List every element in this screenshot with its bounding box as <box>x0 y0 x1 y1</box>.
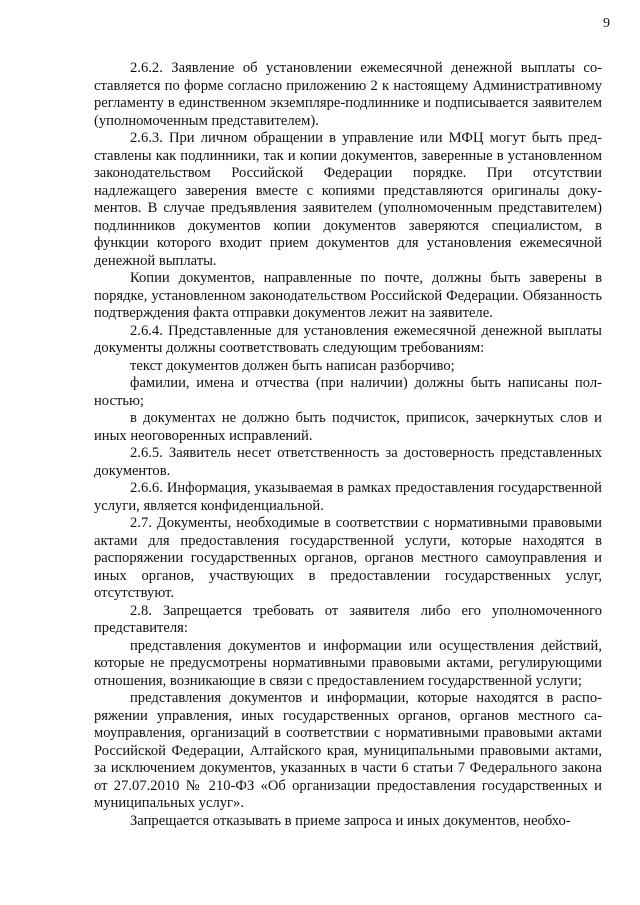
requirement-legible-text: текст документов должен быть написан разборчиво; <box>130 357 455 374</box>
paragraph-refusal-prohibited: Запрещается отказывать в приеме запроса и иных документов, необхо- <box>130 812 571 829</box>
prohibition-unregulated-actions: представления документов и информации или осуществления действий, которые не предусмотрены нормативными правовыми актами, регулирующими отношения, возникающие в связи с предоставлением государственной услуги; <box>94 637 602 689</box>
prohibition-available-documents: представления документов и информации, которые находятся в распоряжении управления, иных государственных органов, органов местного самоуправления, организаций в соответствии с нормативными правовыми актами Российской Федерации, Алтайского края, муниципальными правовыми актами, за исключением документов, указанных в части 6 статьи 7 Федерального закона от 27.07.2010 № 210-ФЗ «Об организации предоставления государственных и муниципальных услуг». <box>94 690 602 811</box>
paragraph-2-6-6: 2.6.6. Информация, указываемая в рамках предоставления государственной услуги, является конфиденциальной. <box>94 480 602 514</box>
paragraph-2-6-3: 2.6.3. При личном обращении в управление или МФЦ могут быть представлены как подлинники, так и копии документов, заверенные в установленном законодательством Российской Федерации порядке. При отсутствии надлежащего заверения вместе с копиями представляются оригиналы документов. В случае предъявления заявителем (уполномоченным представителем) подлинников документов копии документов заверяются специалистом, в функции которого входит прием документов для установления ежемесячной денежной выплаты. <box>94 130 602 269</box>
document-body <box>94 60 602 830</box>
page-number: 9 <box>603 16 610 31</box>
paragraph-2-6-4: 2.6.4. Представленные для установления ежемесячной денежной выплаты документы должны соответствовать следующим требованиям: <box>94 322 602 356</box>
requirement-full-names: фамилии, имена и отчества (при наличии) должны быть написаны полностью; <box>94 375 602 409</box>
paragraph-2-7: 2.7. Документы, необходимые в соответствии с нормативными правовыми актами для предоставления государственной услуги, которые находятся в распоряжении государственных органов, органов местного самоуправления и иных органов, участвующих в предоставлении государственных услуг, отсутствуют. <box>94 515 602 601</box>
paragraph-2-8: 2.8. Запрещается требовать от заявителя либо его уполномоченного представителя: <box>94 602 602 636</box>
paragraph-2-6-5: 2.6.5. Заявитель несет ответственность за достоверность представленных документов. <box>94 445 602 479</box>
paragraph-mail-copies: Копии документов, направленные по почте, должны быть заверены в порядке, установленном законодательством Российской Федерации. Обязанность подтверждения факта отправки документов лежит на заявителе. <box>94 270 602 321</box>
paragraph-2-6-2: 2.6.2. Заявление об установлении ежемесячной денежной выплаты составляется по форме согласно приложению 2 к настоящему Административному регламенту в единственном экземпляре-подлиннике и подписывается заявителем (уполномоченным представителем). <box>94 60 602 129</box>
requirement-no-corrections: в документах не должно быть подчисток, приписок, зачеркнутых слов и иных неоговоренных исправлений. <box>94 410 602 444</box>
